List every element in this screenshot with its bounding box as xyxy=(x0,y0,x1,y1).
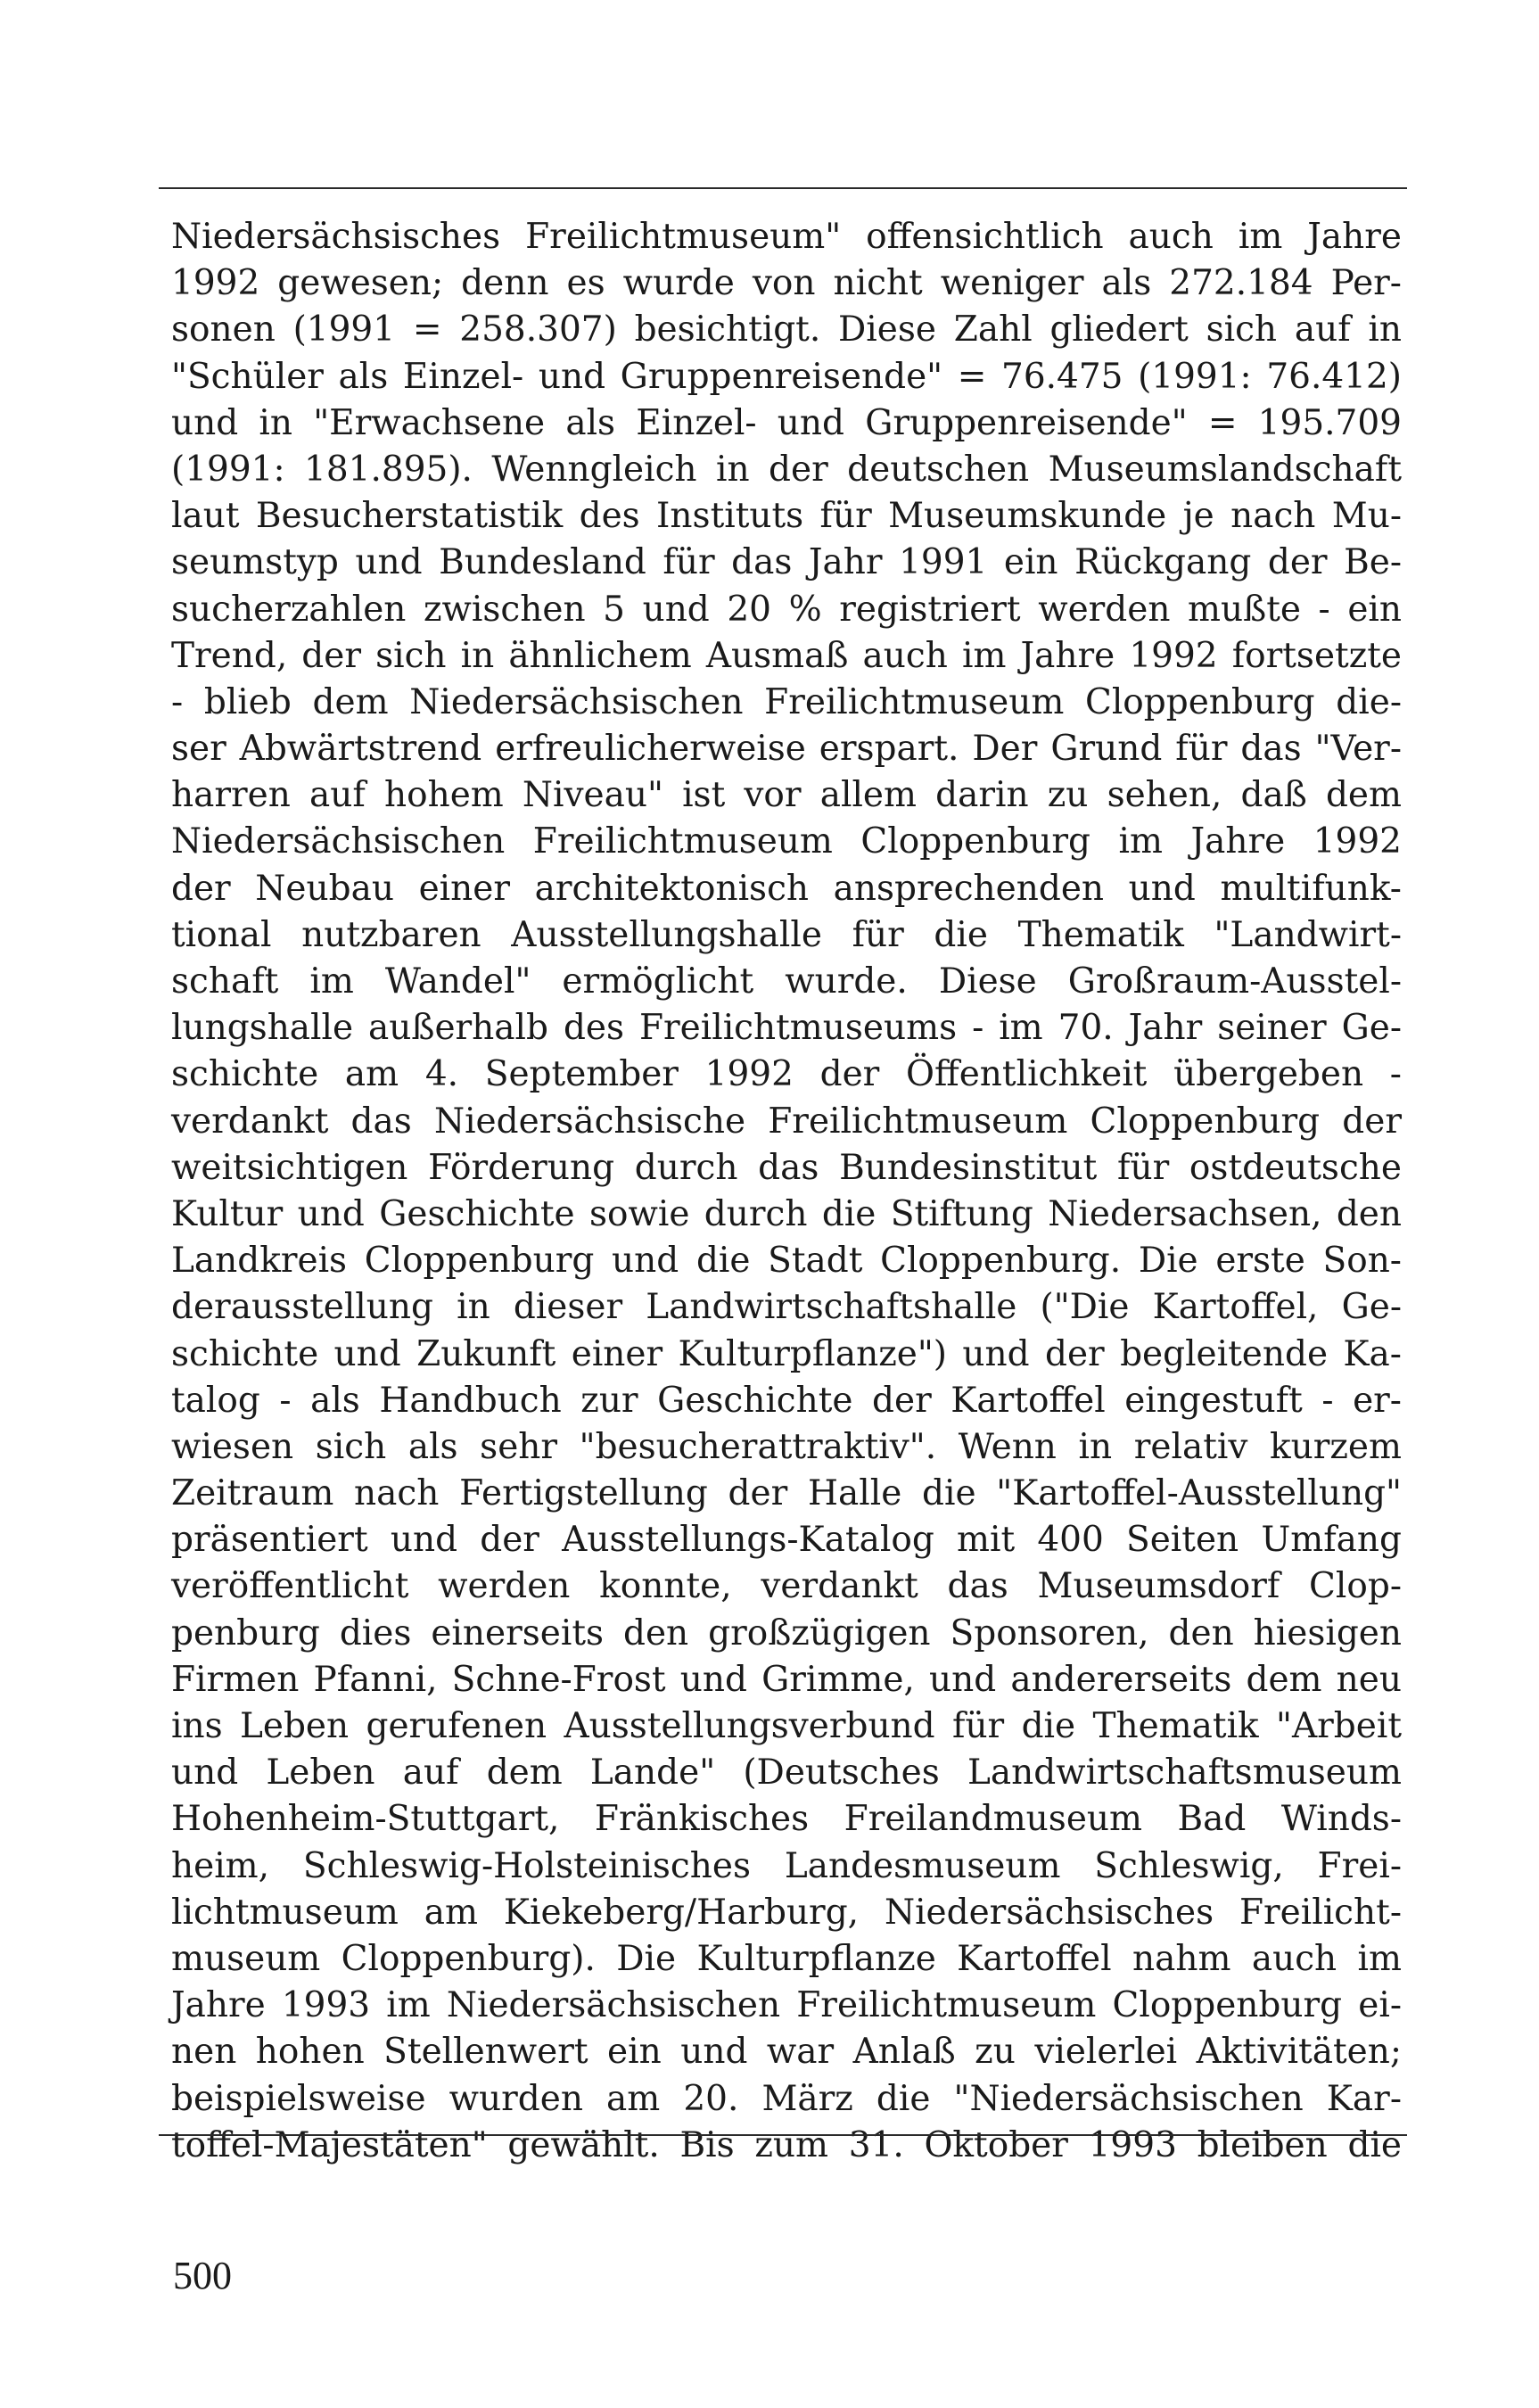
text-line: (1991: 181.895). Wenngleich in der deutschen Museumslandschaft xyxy=(171,449,1402,490)
text-line: Hohenheim-Stuttgart, Fränkisches Freilandmuseum Bad Winds- xyxy=(171,1799,1402,1840)
text-line: 1992 gewesen; denn es wurde von nicht weniger als 272.184 Per- xyxy=(171,263,1402,304)
bottom-rule xyxy=(159,2134,1407,2136)
text-line: ins Leben gerufenen Ausstellungsverbund für die Thematik "Arbeit xyxy=(171,1706,1402,1746)
text-line: Firmen Pfanni, Schne-Frost und Grimme, und andererseits dem neu xyxy=(171,1659,1402,1700)
body-text xyxy=(171,214,1402,2169)
text-line: schichte am 4. September 1992 der Öffentlichkeit übergeben - xyxy=(171,1054,1402,1095)
text-line: und in "Erwachsene als Einzel- und Gruppenreisende" = 195.709 xyxy=(171,402,1402,443)
text-line: schaft im Wandel" ermöglicht wurde. Diese Großraum-Ausstel- xyxy=(171,961,1402,1002)
top-rule xyxy=(159,187,1407,189)
text-line: schichte und Zukunft einer Kulturpflanze") und der begleitende Ka- xyxy=(171,1333,1402,1374)
text-line: harren auf hohem Niveau" ist vor allem darin zu sehen, daß dem xyxy=(171,775,1402,816)
text-line: sucherzahlen zwischen 5 und 20 % registriert werden mußte - ein xyxy=(171,589,1402,630)
text-line: der Neubau einer architektonisch ansprechenden und multifunk- xyxy=(171,868,1402,909)
text-line: talog - als Handbuch zur Geschichte der Kartoffel eingestuft - er- xyxy=(171,1380,1402,1421)
page-number: 500 xyxy=(173,2254,232,2297)
text-line: veröffentlicht werden konnte, verdankt das Museumsdorf Clop- xyxy=(171,1566,1402,1607)
text-line: Niedersächsisches Freilichtmuseum" offensichtlich auch im Jahre xyxy=(171,217,1402,257)
text-line: und Leben auf dem Lande" (Deutsches Landwirtschaftsmuseum xyxy=(171,1752,1402,1794)
text-line: derausstellung in dieser Landwirtschaftshalle ("Die Kartoffel, Ge- xyxy=(171,1287,1402,1328)
text-line: tional nutzbaren Ausstellungshalle für die Thematik "Landwirt- xyxy=(171,914,1402,955)
text-line: laut Besucherstatistik des Instituts für Museumskunde je nach Mu- xyxy=(171,496,1402,537)
text-line: verdankt das Niedersächsische Freilichtmuseum Cloppenburg der xyxy=(171,1101,1402,1142)
text-line: museum Cloppenburg). Die Kulturpflanze Kartoffel nahm auch im xyxy=(171,1938,1402,1979)
text-line: Landkreis Cloppenburg und die Stadt Cloppenburg. Die erste Son- xyxy=(171,1241,1402,1282)
text-line: heim, Schleswig-Holsteinisches Landesmuseum Schleswig, Frei- xyxy=(171,1845,1402,1886)
text-line: Niedersächsischen Freilichtmuseum Cloppenburg im Jahre 1992 xyxy=(171,821,1402,862)
text-line: Trend, der sich in ähnlichem Ausmaß auch im Jahre 1992 fortsetzte xyxy=(171,635,1402,676)
text-line: toffel-Majestäten" gewählt. Bis zum 31. Oktober 1993 bleiben die xyxy=(171,2124,1402,2165)
text-line: "Schüler als Einzel- und Gruppenreisende" = 76.475 (1991: 76.412) xyxy=(171,356,1402,397)
text-line: Kultur und Geschichte sowie durch die Stiftung Niedersachsen, den xyxy=(171,1193,1402,1234)
text-line: lungshalle außerhalb des Freilichtmuseums - im 70. Jahr seiner Ge- xyxy=(171,1008,1402,1049)
text-line: ser Abwärtstrend erfreulicherweise erspart. Der Grund für das "Ver- xyxy=(171,729,1402,770)
text-line: Zeitraum nach Fertigstellung der Halle die "Kartoffel-Ausstellung" xyxy=(171,1473,1402,1514)
text-line: nen hohen Stellenwert ein und war Anlaß zu vielerlei Aktivitäten; xyxy=(171,2032,1402,2073)
text-line: seumstyp und Bundesland für das Jahr 1991 ein Rückgang der Be- xyxy=(171,542,1402,583)
text-line: lichtmuseum am Kiekeberg/Harburg, Niedersächsisches Freilicht- xyxy=(171,1892,1402,1933)
text-line: penburg dies einerseits den großzügigen Sponsoren, den hiesigen xyxy=(171,1612,1402,1653)
text-line: - blieb dem Niedersächsischen Freilichtmuseum Cloppenburg die- xyxy=(171,681,1402,722)
text-line: sonen (1991 = 258.307) besichtigt. Diese Zahl gliedert sich auf in xyxy=(171,309,1402,350)
text-line: Jahre 1993 im Niedersächsischen Freilichtmuseum Cloppenburg ei- xyxy=(171,1985,1402,2026)
text-line: präsentiert und der Ausstellungs-Katalog mit 400 Seiten Umfang xyxy=(171,1520,1402,1561)
text-line: beispielsweise wurden am 20. März die "Niedersächsischen Kar- xyxy=(171,2078,1402,2119)
text-line: wiesen sich als sehr "besucherattraktiv". Wenn in relativ kurzem xyxy=(171,1426,1402,1467)
text-line: weitsichtigen Förderung durch das Bundesinstitut für ostdeutsche xyxy=(171,1147,1402,1188)
